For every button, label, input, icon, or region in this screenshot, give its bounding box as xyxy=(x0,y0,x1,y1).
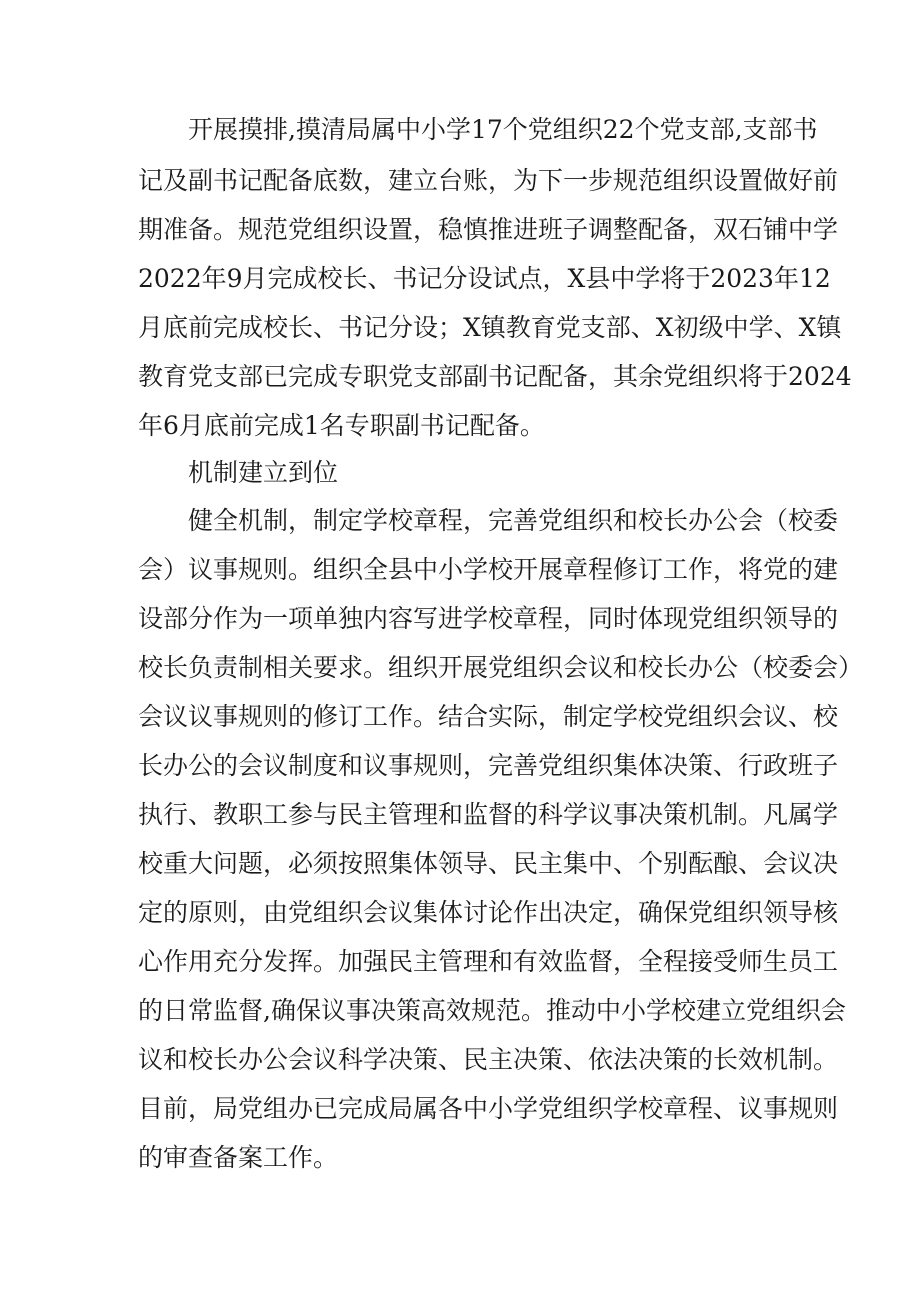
paragraph-1-line-5: 月底前完成校长、书记分设；X镇教育党支部、X初级中学、X镇 xyxy=(138,313,842,342)
paragraph-2-line-14: 的审查备案工作。 xyxy=(138,1143,339,1172)
paragraph-2-line-4: 校长负责制相关要求。组织开展党组织会议和校长办公（校委会） xyxy=(138,653,864,682)
paragraph-1-line-4: 2022年9月完成校长、书记分设试点，X县中学将于2023年12 xyxy=(138,264,831,293)
paragraph-1-line-3: 期准备。规范党组织设置，稳慎推进班子调整配备，双石铺中学 xyxy=(138,215,839,244)
paragraph-2-line-7: 执行、教职工参与民主管理和监督的科学议事决策机制。凡属学 xyxy=(138,800,839,829)
paragraph-2-line-8: 校重大问题，必须按照集体领导、民主集中、个别酝酿、会议决 xyxy=(138,849,839,878)
paragraph-2-line-6: 长办公的会议制度和议事规则，完善党组织集体决策、行政班子 xyxy=(138,751,839,780)
paragraph-1-line-1: 开展摸排,摸清局属中小学17个党组织22个党支部,支部书 xyxy=(188,115,818,144)
paragraph-1-line-2: 记及副书记配备底数，建立台账，为下一步规范组织设置做好前 xyxy=(138,166,839,195)
paragraph-1-line-7: 年6月底前完成1名专职副书记配备。 xyxy=(138,411,545,440)
paragraph-1-line-6: 教育党支部已完成专职党支部副书记配备，其余党组织将于2024 xyxy=(138,362,852,391)
paragraph-2-line-3: 设部分作为一项单独内容写进学校章程，同时体现党组织领导的 xyxy=(138,604,839,633)
paragraph-2-line-12: 议和校长办公会议科学决策、民主决策、依法决策的长效机制。 xyxy=(138,1045,839,1074)
paragraph-2-line-13: 目前，局党组办已完成局属各中小学党组织学校章程、议事规则 xyxy=(138,1094,839,1123)
paragraph-2-line-2: 会）议事规则。组织全县中小学校开展章程修订工作，将党的建 xyxy=(138,555,839,584)
paragraph-2-line-11: 的日常监督,确保议事决策高效规范。推动中小学校建立党组织会 xyxy=(138,996,846,1025)
section-heading: 机制建立到位 xyxy=(188,458,339,487)
paragraph-2-line-5: 会议议事规则的修订工作。结合实际，制定学校党组织会议、校 xyxy=(138,702,839,731)
paragraph-2-line-10: 心作用充分发挥。加强民主管理和有效监督，全程接受师生员工 xyxy=(138,947,839,976)
paragraph-2-line-9: 定的原则，由党组织会议集体讨论作出决定，确保党组织领导核 xyxy=(138,898,839,927)
paragraph-2-line-1: 健全机制，制定学校章程，完善党组织和校长办公会（校委 xyxy=(188,506,839,535)
